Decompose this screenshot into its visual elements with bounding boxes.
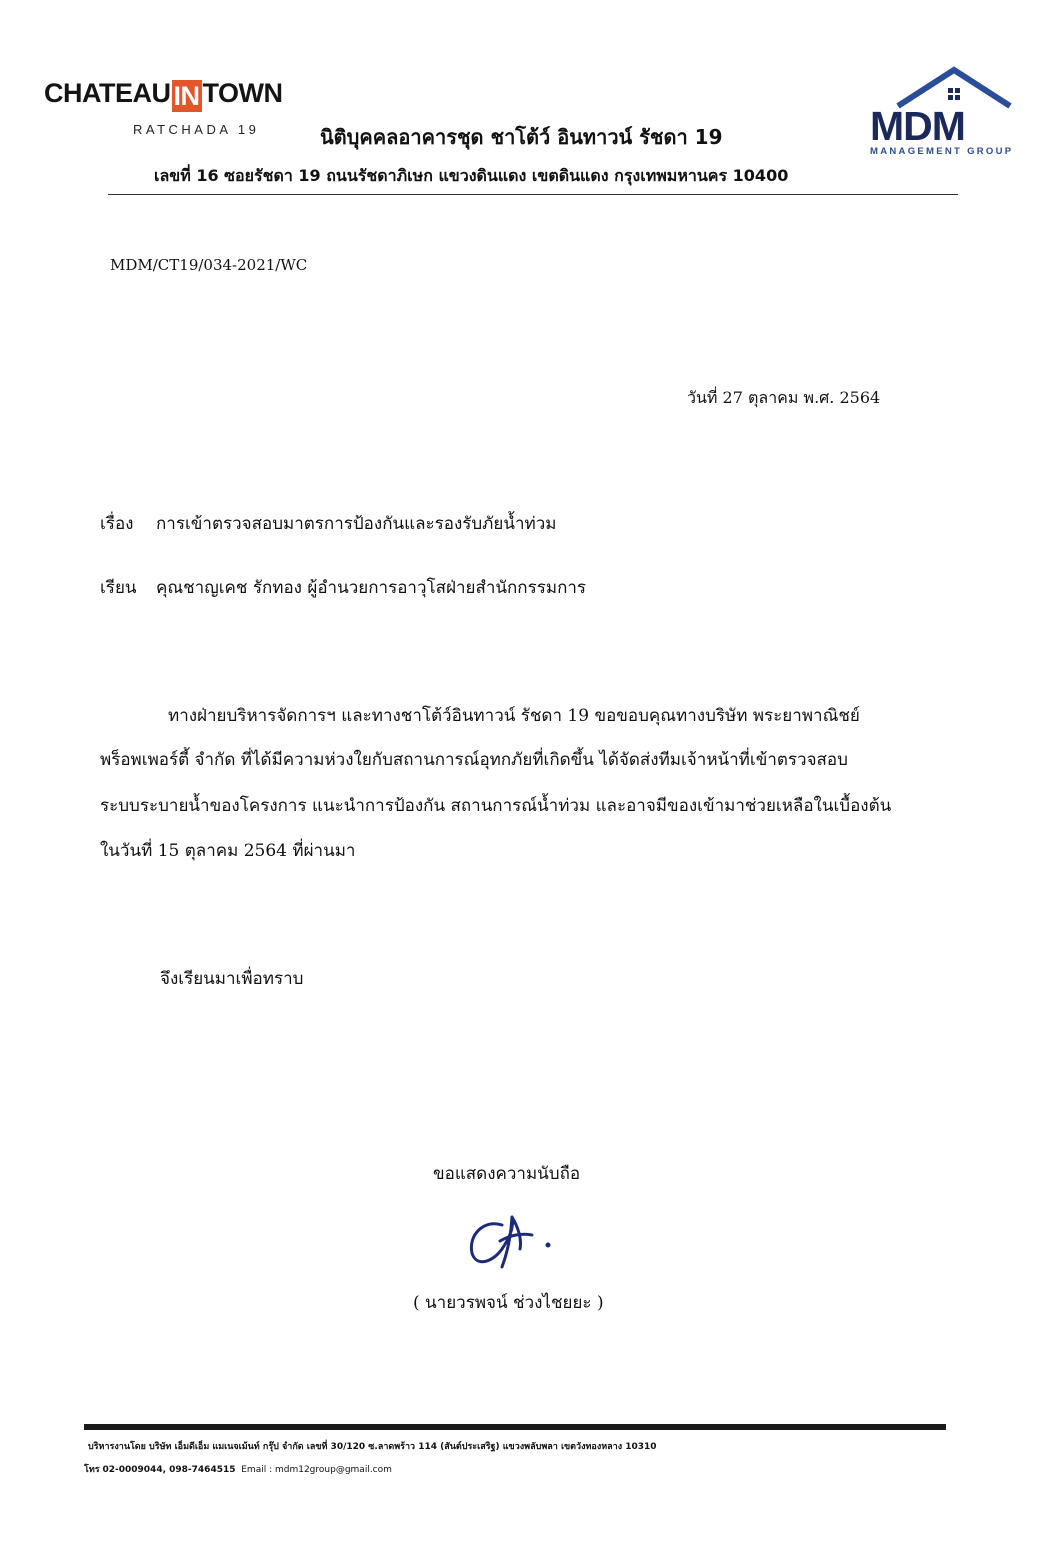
letterhead-title: นิติบุคคลอาคารชุด ชาโต้ว์ อินทาวน์ รัชดา 19 [320, 125, 723, 149]
logo-text-chateau: CHATEAU [44, 78, 171, 108]
subject-label: เรื่อง [100, 514, 134, 534]
footer-contact: โทร 02-0009044, 098-7464515 Email : mdm12group@gmail.com [84, 1465, 392, 1475]
body-line-4: ในวันที่ 15 ตุลาคม 2564 ที่ผ่านมา [100, 841, 356, 861]
footer-email: mdm12group@gmail.com [274, 1465, 392, 1475]
body-line-3: ระบบระบายน้ำของโครงการ แนะนำการป้องกัน สถานการณ์น้ำท่วม และอาจมีของเข้ามาช่วยเหลือในเบื้องต้น [100, 796, 892, 816]
subject-text: การเข้าตรวจสอบมาตรการป้องกันและรองรับภัยน้ำท่วม [156, 514, 557, 534]
footer-company-address: บริหารงานโดย บริษัท เอ็มดีเอ็ม แมเนจเม้นท์ กรุ๊ป จำกัด เลขที่ 30/120 ซ.ลาดพร้าว 114 (สันต์ประเสริฐ) แขวงพลับพลา เขตวังทองหลาง 10310 [88, 1442, 657, 1452]
recipient-text: คุณชาญเคช รักทอง ผู้อำนวยการอาวุโสฝ่ายสำนักกรรมการ [156, 578, 587, 598]
handwritten-signature [462, 1205, 562, 1275]
chateau-in-town-logo [44, 78, 283, 112]
regards-line: ขอแสดงความนับถือ [433, 1164, 581, 1184]
footer-phone-label: โทร [84, 1465, 100, 1475]
closing-line: จึงเรียนมาเพื่อทราบ [160, 969, 304, 989]
body-line-1: ทางฝ่ายบริหารจัดการฯ และทางชาโต้ว์อินทาวน์ รัชดา 19 ขอขอบคุณทางบริษัท พระยาพาณิชย์ [168, 706, 860, 726]
footer-phone: 02-0009044, 098-7464515 [102, 1465, 236, 1475]
mdm-logo-word: MDM [870, 103, 965, 149]
body-line-2: พร็อพเพอร์ตี้ จำกัด ที่ได้มีความห่วงใยกับสถานการณ์อุทกภัยที่เกิดขึ้น ได้จัดส่งทีมเจ้าหน้าที่เข้าตรวจสอบ [100, 750, 848, 770]
letterhead-address: เลขที่ 16 ซอยรัชดา 19 ถนนรัชดาภิเษก แขวงดินแดง เขตดินแดง กรุงเทพมหานคร 10400 [154, 166, 789, 185]
logo-text-in: IN [173, 81, 200, 111]
footer-email-label: Email [241, 1465, 267, 1475]
logo-subtitle: RATCHADA 19 [133, 122, 260, 137]
signatory-name: ( นายวรพจน์ ช่วงไชยยะ ) [413, 1293, 604, 1313]
mdm-logo-subtitle: MANAGEMENT GROUP [870, 146, 1014, 157]
recipient-label: เรียน [100, 578, 137, 598]
header-divider [108, 194, 958, 195]
footer-divider [84, 1424, 946, 1430]
reference-number: MDM/CT19/034-2021/WC [110, 256, 308, 274]
letter-date: วันที่ 27 ตุลาคม พ.ศ. 2564 [687, 388, 881, 407]
logo-text-town: TOWN [202, 78, 283, 108]
